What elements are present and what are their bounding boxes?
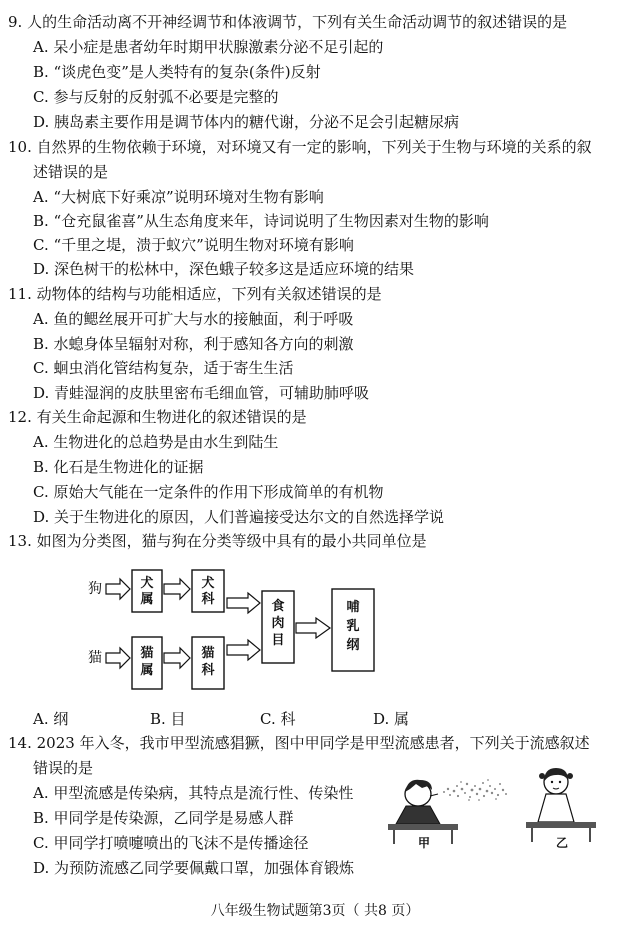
- q10-option-b: B. “仓充鼠雀喜”从生态角度来年，诗词说明了生物因素对生物的影响: [33, 212, 489, 230]
- text-maoshu: 猫属: [140, 646, 154, 678]
- text-burugang: 哺乳纲: [346, 600, 360, 653]
- label-jia: 甲: [418, 836, 431, 850]
- q9-option-d: D. 胰岛素主要作用是调节体内的糖代谢，分泌不足会引起糖尿病: [33, 113, 460, 131]
- q9-option-b: B. “谈虎色变”是人类特有的复杂(条件)反射: [33, 63, 321, 81]
- q13-option-b: B. 目: [150, 710, 186, 728]
- q12-option-a: A. 生物进化的总趋势是由水生到陆生: [33, 433, 279, 451]
- q11-option-b: B. 水螅身体呈辐射对称，利于感知各方向的刺激: [33, 335, 354, 353]
- q10-option-a: A. “大树底下好乘凉”说明环境对生物有影响: [33, 188, 324, 206]
- q11-option-c: C. 蛔虫消化管结构复杂，适于寄生生活: [33, 359, 294, 377]
- q11-option-a: A. 鱼的鳃丝展开可扩大与水的接触面，利于呼吸: [33, 310, 354, 328]
- q14-stem-line2: 错误的是: [33, 759, 94, 777]
- q14-option-b: B. 甲同学是传染源，乙同学是易感人群: [33, 809, 294, 827]
- q11-stem: 11. 动物体的结构与功能相适应，下列有关叙述错误的是: [8, 285, 382, 303]
- q12-option-c: C. 原始大气能在一定条件的作用下形成简单的有机物: [33, 483, 384, 501]
- text-shiroumu: 食肉目: [271, 599, 285, 648]
- text-quanke: 犬科: [201, 576, 215, 607]
- q12-stem: 12. 有关生命起源和生物进化的叙述错误的是: [8, 408, 307, 426]
- q13-option-c: C. 科: [260, 710, 296, 728]
- label-yi: 乙: [556, 836, 569, 850]
- q9-option-c: C. 参与反射的反射弧不必要是完整的: [33, 88, 279, 106]
- q14-option-c: C. 甲同学打喷嚏喷出的飞沫不是传播途径: [33, 834, 309, 852]
- q14-stem-line1: 14. 2023 年入冬，我市甲型流感猖獗，图中甲同学是甲型流感患者，下列关于流感叙述: [8, 734, 590, 752]
- q9-stem: 9. 人的生命活动离不开神经调节和体液调节，下列有关生命活动调节的叙述错误的是: [8, 13, 568, 31]
- text-maoke: 猫科: [201, 646, 215, 678]
- label-dog: 狗: [88, 581, 102, 597]
- q14-option-a: A. 甲型流感是传染病，其特点是流行性、传染性: [33, 784, 354, 802]
- q10-stem-line1: 10. 自然界的生物依赖于环境，对环境又有一定的影响，下列关于生物与环境的关系的叙: [8, 138, 592, 156]
- sneeze-illustration: [388, 762, 603, 870]
- page-footer: 八年级生物试题第3页（ 共8 页）: [210, 903, 420, 919]
- q13-stem: 13. 如图为分类图，猫与狗在分类等级中具有的最小共同单位是: [8, 532, 427, 550]
- q13-option-a: A. 纲: [33, 710, 69, 728]
- q10-option-c: C. “千里之堤，溃于蚁穴”说明生物对环境有影响: [33, 236, 354, 254]
- q12-option-d: D. 关于生物进化的原因，人们普遍接受达尔文的自然选择学说: [33, 508, 445, 526]
- sneeze-droplets: [443, 779, 507, 801]
- q10-stem-line2: 述错误的是: [33, 163, 109, 181]
- q9-option-a: A. 呆小症是患者幼年时期甲状腺激素分泌不足引起的: [33, 38, 384, 56]
- q11-option-d: D. 青蛙湿润的皮肤里密布毛细血管，可辅助肺呼吸: [33, 384, 370, 402]
- q14-option-d: D. 为预防流感乙同学要佩戴口罩，加强体育锻炼: [33, 859, 355, 877]
- q12-option-b: B. 化石是生物进化的证据: [33, 458, 204, 476]
- label-cat: 猫: [88, 650, 102, 666]
- q10-option-d: D. 深色树干的松林中，深色蛾子较多这是适应环境的结果: [33, 260, 415, 278]
- student-yi-figure: [526, 768, 596, 842]
- q13-option-d: D. 属: [373, 710, 410, 728]
- text-quanshu: 犬属: [140, 576, 154, 607]
